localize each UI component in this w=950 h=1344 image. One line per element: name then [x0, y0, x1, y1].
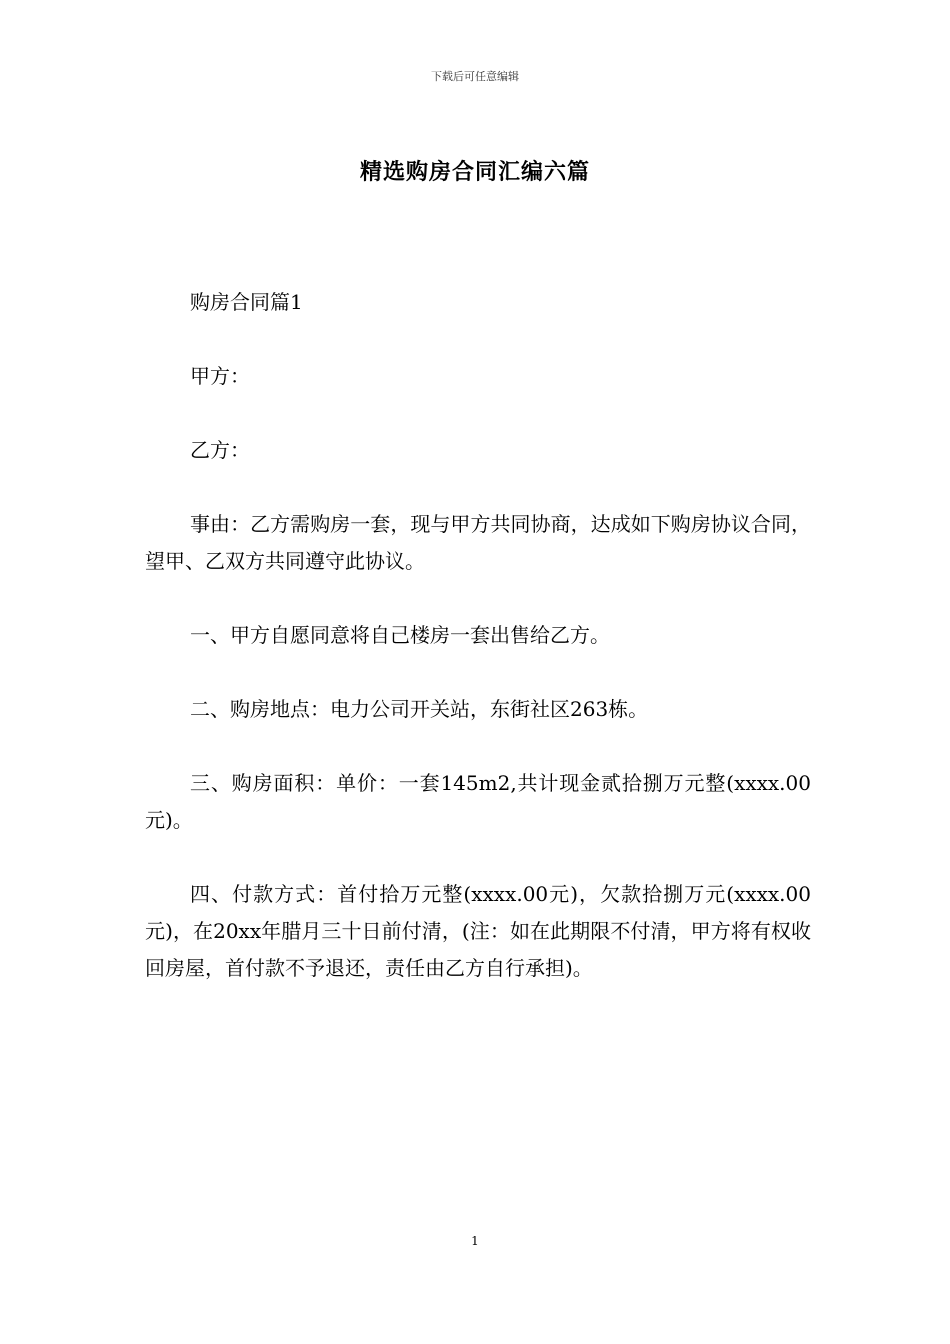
paragraph-clause-2: 二、购房地点：电力公司开关站，东街社区263栋。: [190, 697, 649, 721]
section-heading: 购房合同篇1: [190, 290, 303, 314]
document-title: 精选购房合同汇编六篇: [359, 159, 590, 185]
page-number: 1: [471, 1234, 479, 1248]
party-b-line: 乙方：: [190, 438, 250, 462]
paragraph-clause-3: 三、购房面积：单价：一套145m2,共计现金贰拾捌万元整(xxxx.00元)。: [145, 771, 811, 832]
paragraph-subject: 事由：乙方需购房一套，现与甲方共同协商，达成如下购房协议合同，望甲、乙双方共同遵守此协议。: [145, 512, 811, 573]
paragraph-clause-4: 四、付款方式：首付拾万元整(xxxx.00元)，欠款拾捌万元(xxxx.00元)，在20xx年腊月三十日前付清，(注：如在此期限不付清，甲方将有权收回房屋，首付款不予退还，责任由乙方自行承担)。: [145, 882, 811, 980]
header-note: 下载后可任意编辑: [431, 70, 519, 83]
document-body: [145, 284, 811, 1024]
party-a-line: 甲方：: [190, 364, 250, 388]
paragraph-clause-1: 一、甲方自愿同意将自己楼房一套出售给乙方。: [190, 623, 610, 647]
